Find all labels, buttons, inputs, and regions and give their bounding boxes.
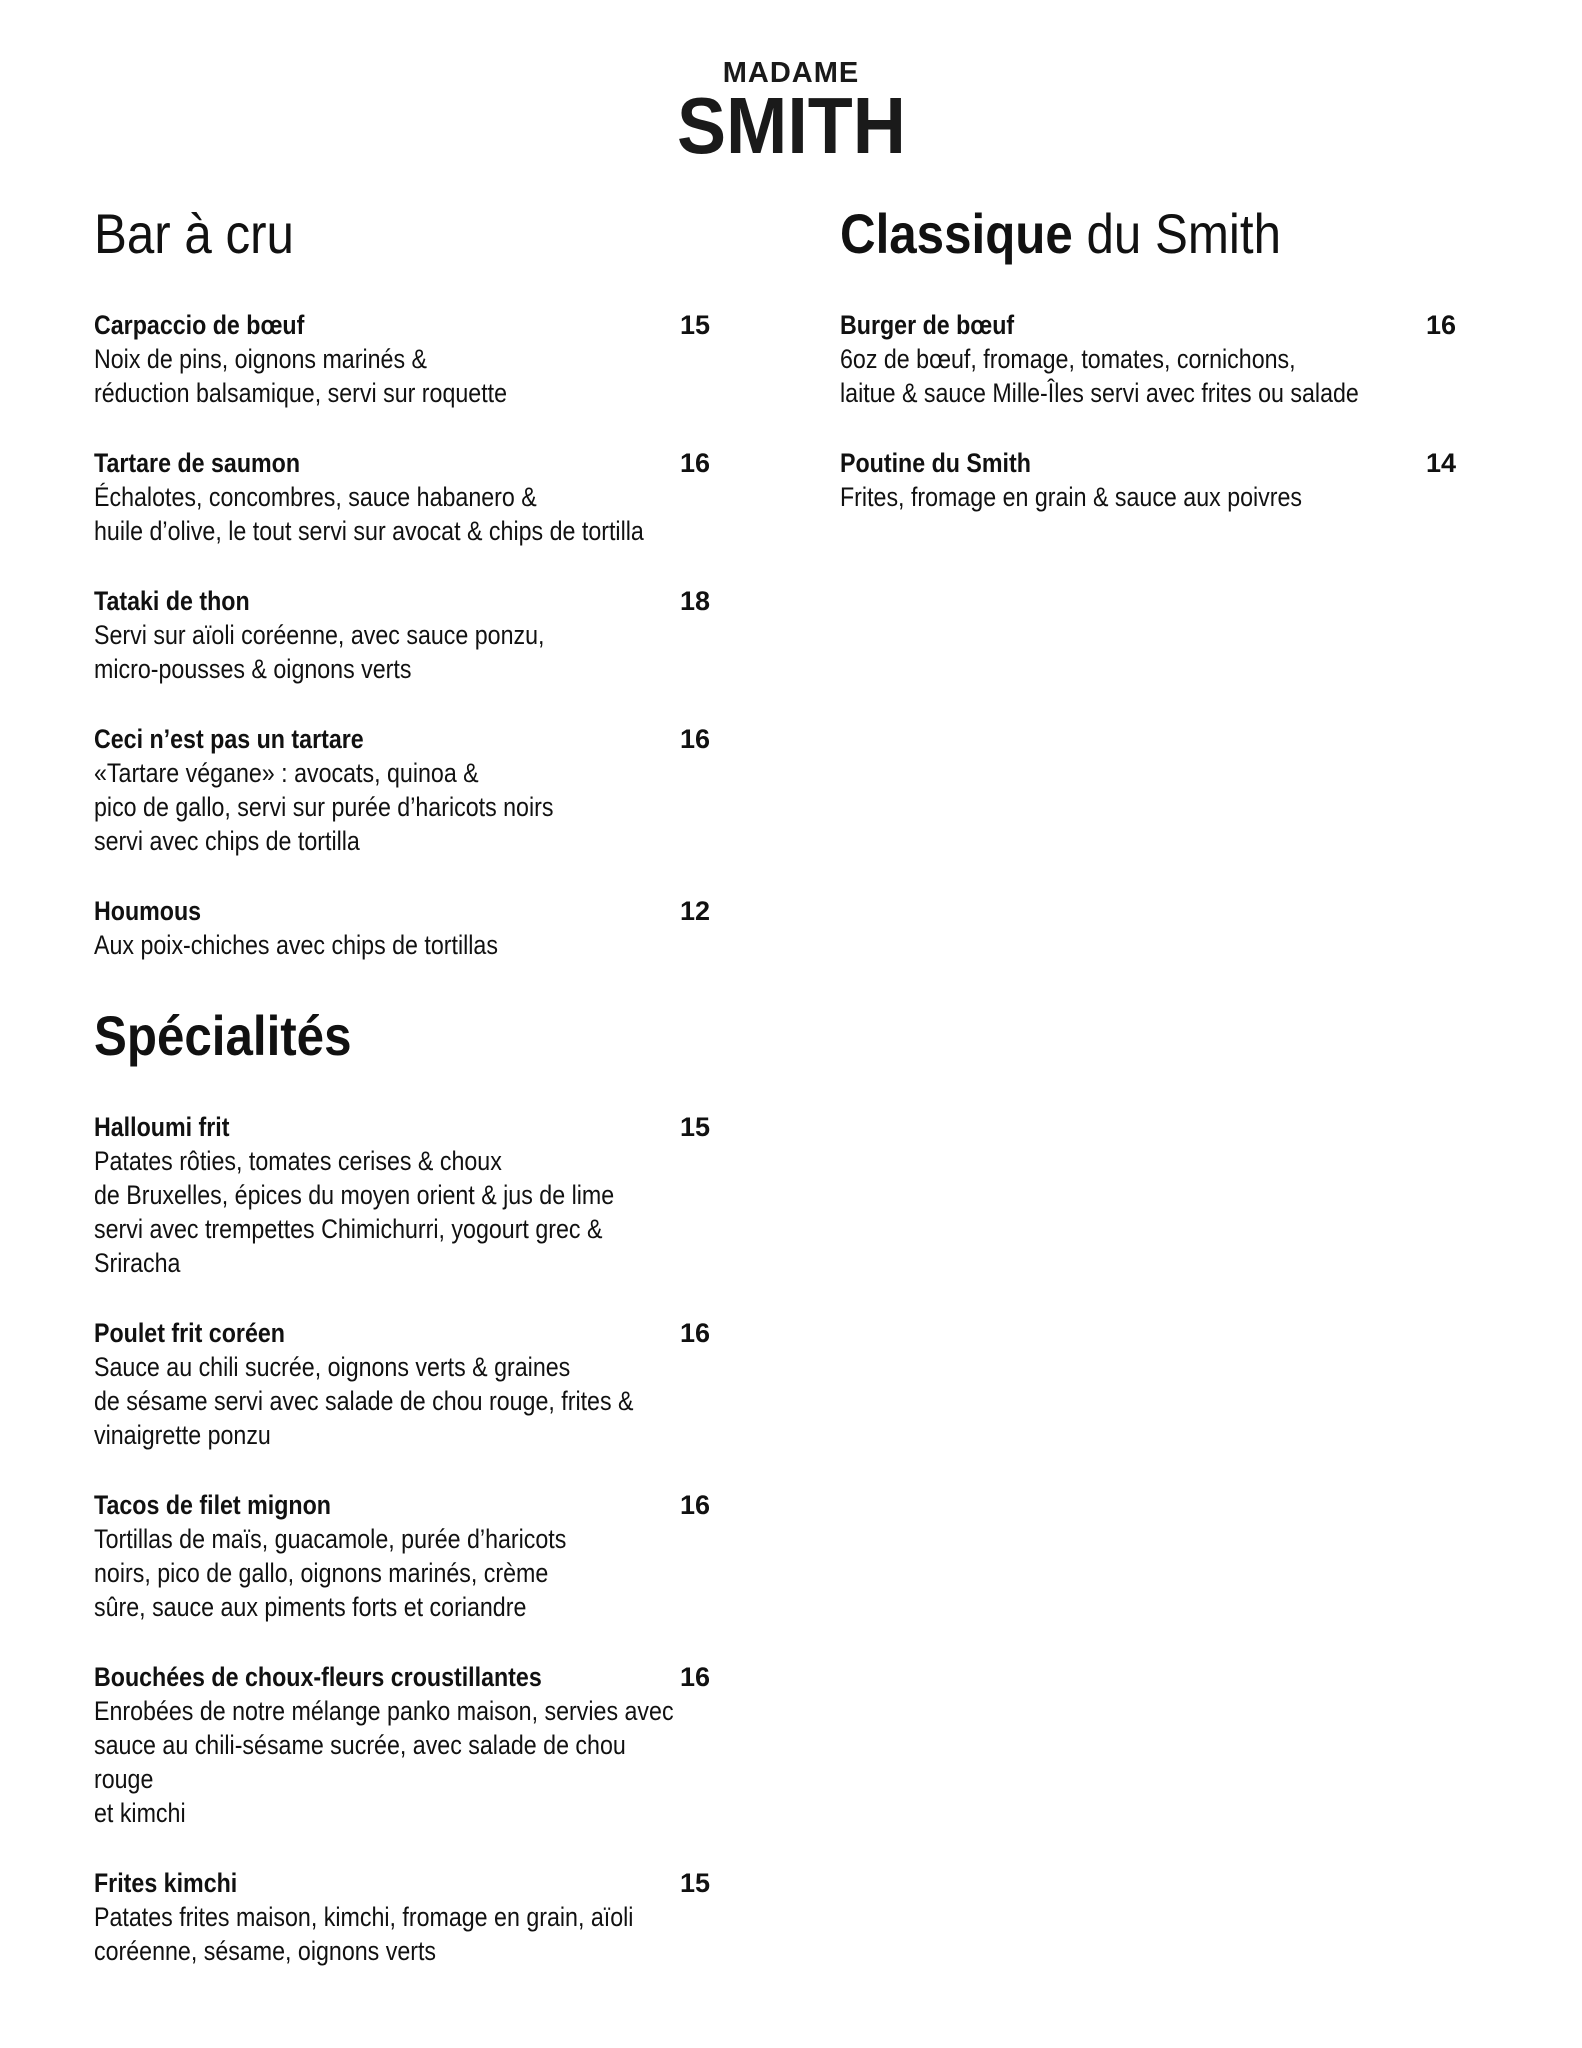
menu-item [94,446,774,548]
section-title-specialites [94,998,692,1074]
menu-item-name: Tacos de filet mignon [94,1490,331,1520]
left-column [94,196,774,2004]
menu-item-description: Échalotes, concombres, sauce habanero & huile d’olive, le tout servi sur avocat & chips de tortilla [94,482,644,546]
menu-item-name: Burger de bœuf [840,310,1015,340]
menu-item-name: Tataki de thon [94,586,250,616]
menu-item-price: 16 [1426,310,1457,340]
menu-item [840,308,1480,410]
menu-item-name: Frites kimchi [94,1868,238,1898]
section-title-classique [840,196,1403,272]
menu-item-description: Sauce au chili sucrée, oignons verts & graines de sésame servi avec salade de chou rouge, frites & vinaigrette ponzu [94,1352,634,1450]
menu-item-description: Enrobées de notre mélange panko maison, servies avec sauce au chili-sésame sucrée, avec salade de chou rouge et kimchi [94,1696,674,1828]
menu-item-price: 12 [680,896,711,926]
menu-item-price: 15 [680,310,711,340]
menu-item-description: Tortillas de maïs, guacamole, purée d’haricots noirs, pico de gallo, oignons marinés, crème sûre, sauce aux piments forts et coriandre [94,1524,567,1622]
menu-item-name: Poulet frit coréen [94,1318,285,1348]
menu-item-price: 15 [680,1112,711,1142]
menu-item-description: Patates rôties, tomates cerises & choux de Bruxelles, épices du moyen orient & jus de lime servi avec trempettes Chimichurri, yogourt grec & Sriracha [94,1146,615,1278]
menu-item-name: Ceci n’est pas un tartare [94,724,364,754]
section-title-light-text: du Smith [1072,202,1281,265]
menu-item-description: 6oz de bœuf, fromage, tomates, cornichons, laitue & sauce Mille-Îles servi avec frites ou salade [840,344,1359,408]
section-title-bar-a-cru [94,196,692,272]
menu-item [840,446,1480,514]
menu-item-name: Carpaccio de bœuf [94,310,305,340]
menu-item [94,1110,774,1280]
menu-item-name: Tartare de saumon [94,448,301,478]
menu-item-description: Noix de pins, oignons marinés & réduction balsamique, servi sur roquette [94,344,508,408]
menu-item-name: Poutine du Smith [840,448,1031,478]
menu-item-description: «Tartare végane» : avocats, quinoa & pico de gallo, servi sur purée d’haricots noirs servi avec chips de tortilla [94,758,554,856]
menu-item-name: Halloumi frit [94,1112,230,1142]
menu-item [94,1866,774,1968]
menu-item-price: 15 [680,1868,711,1898]
menu-item-description: Servi sur aïoli coréenne, avec sauce ponzu, micro-pousses & oignons verts [94,620,545,684]
menu-item [94,1660,774,1830]
logo-top-text: MADAME [722,57,860,89]
section-title-text: Spécialités [94,1004,352,1067]
menu-item [94,308,774,410]
menu-item-price: 16 [680,1490,711,1520]
menu-item-price: 16 [680,1662,711,1692]
menu-item-price: 14 [1426,448,1457,478]
section-title-text: Bar à cru [94,202,294,265]
menu-item-price: 16 [680,724,711,754]
menu-item-price: 16 [680,448,711,478]
menu-item-description: Aux poix-chiches avec chips de tortillas [94,930,498,960]
section-title-bold-text: Classique [840,202,1073,265]
menu-item [94,1488,774,1624]
menu-item [94,894,774,962]
restaurant-logo [0,57,1582,170]
logo-main-text: SMITH [676,81,906,170]
right-column [840,196,1480,550]
menu-item-name: Houmous [94,896,202,926]
menu-item-price: 16 [680,1318,711,1348]
menu-item [94,1316,774,1452]
menu-item-name: Bouchées de choux-fleurs croustillantes [94,1662,542,1692]
menu-item-price: 18 [680,586,711,616]
menu-item [94,722,774,858]
menu-item [94,584,774,686]
menu-item-description: Patates frites maison, kimchi, fromage en grain, aïoli coréenne, sésame, oignons verts [94,1902,634,1966]
menu-item-description: Frites, fromage en grain & sauce aux poivres [840,482,1303,512]
